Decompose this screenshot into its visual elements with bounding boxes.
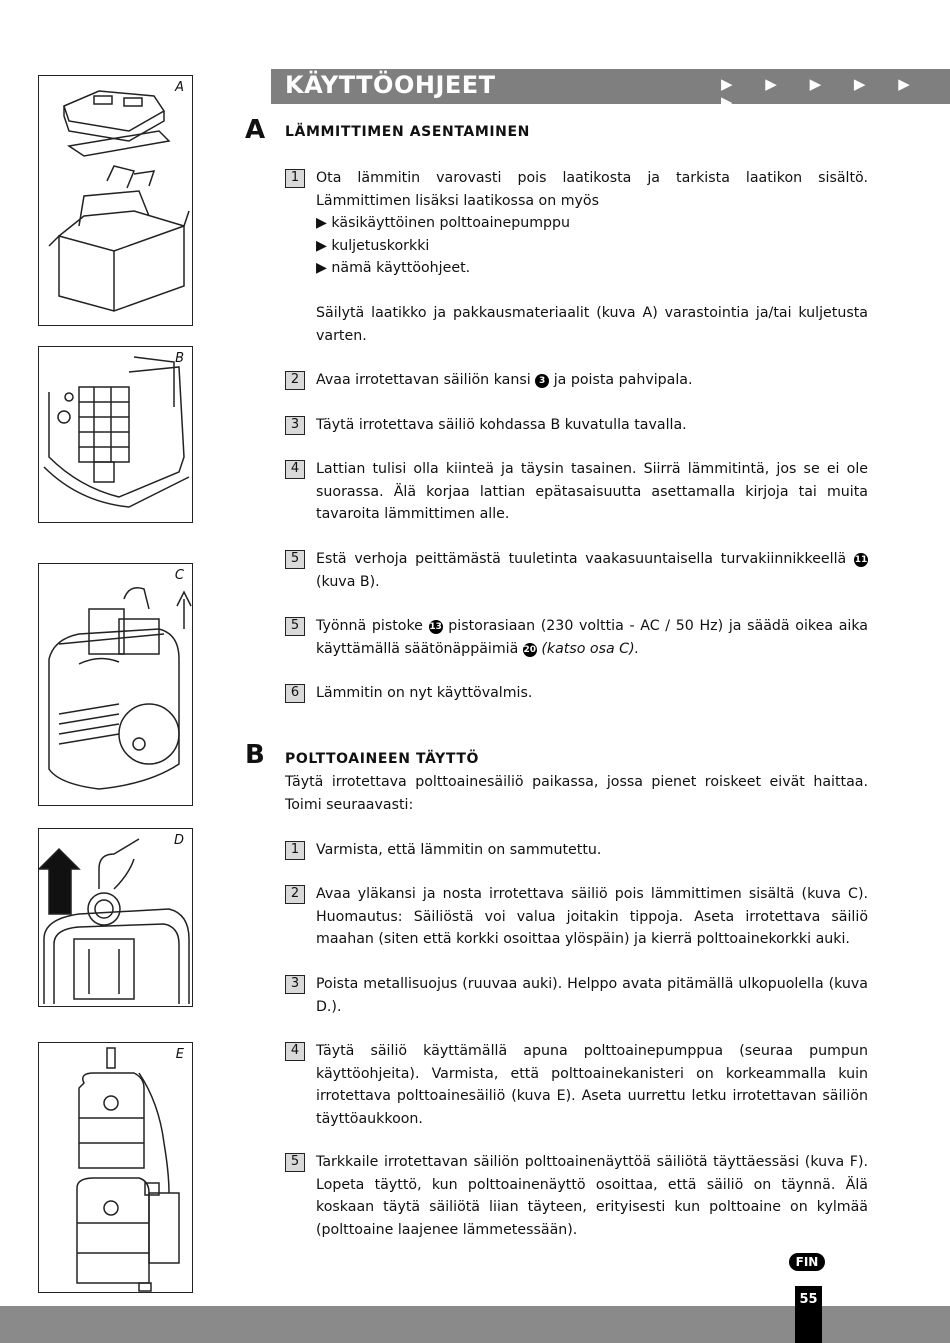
- section-a-title: LÄMMITTIMEN ASENTAMINEN: [285, 124, 530, 140]
- step-number: 5: [285, 617, 305, 636]
- step-text: Poista metallisuojus (ruuvaa auki). Helppo avata pitämällä ulkopuolella (kuva D.).: [316, 976, 868, 1015]
- part-number-badge: 13: [429, 622, 442, 632]
- step-number: 4: [285, 1042, 305, 1061]
- section-b-intro: Täytä irrotettava polttoainesäiliö paikassa, jossa pienet roiskeet eivät haittaa. Toimi seuraavasti:: [285, 774, 868, 813]
- section-a-letter: A: [245, 115, 266, 145]
- step-number: 5: [285, 550, 305, 569]
- step-text-note: Säilytä laatikko ja pakkausmateriaalit (kuva A) varastointia ja/tai kuljetusta varten.: [316, 305, 868, 344]
- step-text-body: Ota lämmitin varovasti pois laatikosta ja tarkista laatikon sisältö. Lämmittimen lisäksi laatikossa on myös: [316, 170, 868, 209]
- list-item: ▶ nämä käyttöohjeet.: [316, 260, 471, 276]
- unscrew-tank-cap-illustration: [39, 829, 194, 1008]
- figure-a: [38, 75, 193, 326]
- text-part: Työnnä pistoke: [316, 618, 429, 634]
- figure-b-label: B: [175, 351, 184, 366]
- step-text: Lattian tulisi olla kiinteä ja täysin tasainen. Siirrä lämmitintä, jos se ei ole suorassa. Älä korjaa lattian epätasaisuutta asettamalla kirjoja tai muita tavaroita lämmittimen alle.: [316, 461, 868, 522]
- figure-b: [38, 346, 193, 523]
- step-text: Tarkkaile irrotettavan säiliön polttoainenäyttöä säiliötä täyttäessäsi (kuva F). Lopeta täyttö, kun polttoainenäyttö osoittaa, että säiliö on täynnä. Älä koskaan täytä säiliötä liian täyteen, erityisesti kun polttoaine on kylmää (polttoaine laajenee lämmetessään).: [316, 1154, 868, 1238]
- step-number: 1: [285, 841, 305, 860]
- list-item: ▶ kuljetuskorkki: [316, 237, 430, 254]
- arrow-decoration-icon: ▶ ▶ ▶ ▶ ▶ ▶: [721, 75, 924, 111]
- step-number: 2: [285, 885, 305, 904]
- contents-list: [316, 212, 868, 280]
- step-text: [316, 548, 868, 593]
- list-item: ▶ käsikäyttöinen polttoainepumppu: [316, 215, 571, 231]
- step-text: [316, 167, 868, 280]
- header-banner: [271, 69, 950, 111]
- language-badge: FIN: [789, 1253, 825, 1271]
- step-text: [316, 369, 868, 392]
- step-number: 4: [285, 460, 305, 479]
- text-part: ja poista pahvipala.: [549, 372, 693, 388]
- part-number-badge: 3: [535, 374, 549, 388]
- section-b-letter: B: [245, 740, 265, 770]
- figure-c: [38, 563, 193, 806]
- step-number: 6: [285, 684, 305, 703]
- heater-rear-fuse-panel-illustration: [39, 347, 194, 524]
- step-number: 2: [285, 371, 305, 390]
- heater-unboxing-illustration: [39, 76, 194, 327]
- text-part: Estä verhoja peittämästä tuuletinta vaakasuuntaisella turvakiinnikkeellä: [316, 551, 854, 567]
- step-text: Täytä irrotettava säiliö kohdassa B kuvatulla tavalla.: [316, 417, 687, 433]
- text-part: Avaa irrotettavan säiliön kansi: [316, 372, 536, 388]
- figure-d: [38, 828, 193, 1007]
- part-number-badge: 20: [523, 644, 537, 655]
- figure-a-label: A: [175, 80, 184, 95]
- step-text: [316, 615, 868, 660]
- step-number: 3: [285, 975, 305, 994]
- page-number: 55: [799, 1292, 818, 1307]
- text-part-italic: (katso osa C).: [536, 640, 640, 657]
- step-number: 1: [285, 169, 305, 188]
- page-title: KÄYTTÖOHJEET: [285, 71, 496, 99]
- step-number: 5: [285, 1153, 305, 1172]
- text-part: (kuva B).: [316, 573, 380, 590]
- refuel-with-pump-illustration: [39, 1043, 194, 1294]
- section-b-title: POLTTOAINEEN TÄYTTÖ: [285, 751, 480, 767]
- figure-d-label: D: [173, 833, 184, 848]
- step-number: 3: [285, 416, 305, 435]
- figure-e: [38, 1042, 193, 1293]
- lift-tank-from-heater-illustration: [39, 564, 194, 807]
- step-text: Avaa yläkansi ja nosta irrotettava säiliö pois lämmittimen sisältä (kuva C). Huomautus: Säiliöstä voi valua joitakin tippoja. Aseta irrotettava säiliö maahan (siten että korkki osoittaa ylöspäin) ja kierrä polttoainekorkki auki.: [316, 886, 868, 947]
- figure-e-label: E: [175, 1047, 184, 1062]
- step-text: Täytä säiliö käyttämällä apuna polttoainepumppua (seuraa pumpun käyttöohjeita). Varmista, että polttoainekanisteri on korkeammalla kuin irrotettava polttoainesäiliö (kuva E). Aseta uurrettu letku irrotettavan säiliön täyttöaukkoon.: [316, 1043, 868, 1127]
- text-part: pistorasiaan (230 volttia - AC / 50 Hz) ja säädä oikea aika käyttämällä säätönäppäimiä: [316, 618, 868, 657]
- step-text: Lämmitin on nyt käyttövalmis.: [316, 685, 533, 701]
- part-number-badge: 11: [854, 555, 868, 565]
- figure-c-label: C: [174, 568, 184, 583]
- step-text: Varmista, että lämmitin on sammutettu.: [316, 842, 602, 858]
